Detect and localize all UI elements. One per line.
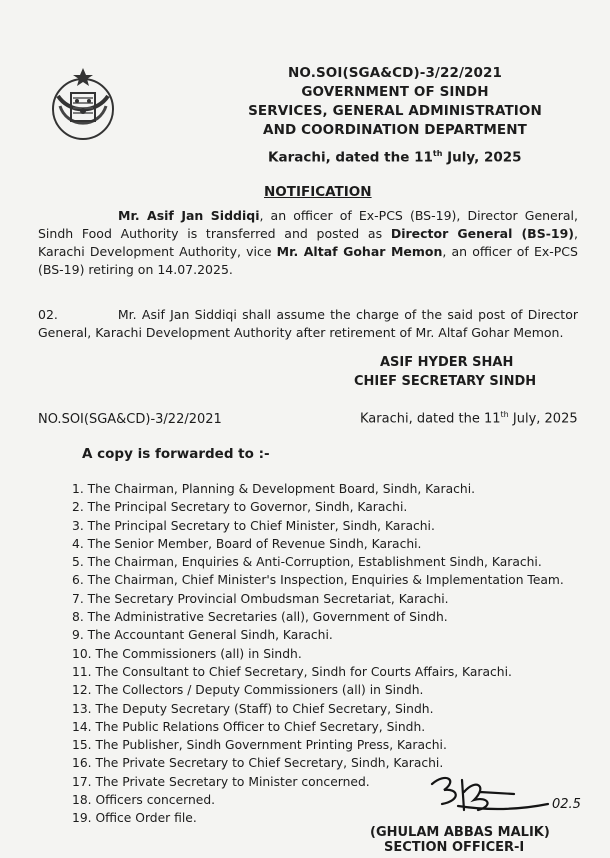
list-item: 17. The Private Secretary to Minister concerned.: [72, 774, 370, 789]
list-item: 10. The Commissioners (all) in Sindh.: [72, 646, 302, 661]
copy-forwarded-heading: A copy is forwarded to :-: [82, 446, 270, 462]
signatory-title: CHIEF SECRETARY SINDH: [354, 374, 537, 389]
list-item: 4. The Senior Member, Board of Revenue Sindh, Karachi.: [72, 536, 422, 551]
list-item: 15. The Publisher, Sindh Government Printing Press, Karachi.: [72, 738, 447, 753]
handwritten-signature: [418, 770, 608, 830]
list-item: 16. The Private Secretary to Chief Secretary, Sindh, Karachi.: [72, 756, 444, 771]
signatory-name: ASIF HYDER SHAH: [380, 355, 514, 370]
list-item: 6. The Chairman, Chief Minister's Inspection, Enquiries & Implementation Team.: [72, 573, 564, 588]
copy-reference-number: NO.SOI(SGA&CD)-3/22/2021: [38, 412, 222, 427]
reference-number: NO.SOI(SGA&CD)-3/22/2021: [288, 65, 502, 81]
list-item: 8. The Administrative Secretaries (all), Government of Sindh.: [72, 610, 448, 625]
list-item: 19. Office Order file.: [72, 811, 197, 826]
section-officer-title: SECTION OFFICER-I: [384, 840, 525, 855]
government-of-sindh-seal-icon: [44, 66, 122, 144]
list-item: 14. The Public Relations Officer to Chief Secretary, Sindh.: [72, 719, 426, 734]
list-item: 11. The Consultant to Chief Secretary, Sindh for Courts Affairs, Karachi.: [72, 664, 512, 679]
list-item: 3. The Principal Secretary to Chief Minister, Sindh, Karachi.: [72, 518, 435, 533]
list-item: 18. Officers concerned.: [72, 793, 216, 808]
paragraph-2: 02. Mr. Asif Jan Siddiqi shall assume the charge of the said post of Director General, Karachi Development Authority after retirement of Mr. Altaf Gohar Memon.: [38, 307, 578, 340]
list-item: 7. The Secretary Provincial Ombudsman Secretariat, Karachi.: [72, 591, 449, 606]
list-item: 13. The Deputy Secretary (Staff) to Chief Secretary, Sindh.: [72, 701, 434, 716]
department-name-line2: AND COORDINATION DEPARTMENT: [263, 122, 527, 138]
list-item: 1. The Chairman, Planning & Development Board, Sindh, Karachi.: [72, 482, 476, 496]
notification-title: NOTIFICATION: [264, 184, 372, 200]
government-name: GOVERNMENT OF SINDH: [301, 84, 489, 100]
section-officer-name: (GHULAM ABBAS MALIK): [370, 825, 550, 840]
paragraph-1: Mr. Asif Jan Siddiqi, an officer of Ex-PCS (BS-19), Director General, Sindh Food Authority is transferred and posted as Director General (BS-19), Karachi Development Authority, vice Mr. Altaf Gohar Memon, an officer of Ex-PCS (BS-19) retiring on 14.07.2025.: [38, 208, 578, 277]
list-item: 5. The Chairman, Enquiries & Anti-Corruption, Establishment Sindh, Karachi.: [72, 555, 542, 570]
list-item: 9. The Accountant General Sindh, Karachi.: [72, 628, 333, 643]
list-item: 2. The Principal Secretary to Governor, Sindh, Karachi.: [72, 500, 408, 515]
svg-text:02.5: 02.5: [552, 797, 581, 812]
list-item: 12. The Collectors / Deputy Commissioners (all) in Sindh.: [72, 683, 424, 698]
department-name-line1: SERVICES, GENERAL ADMINISTRATION: [248, 103, 542, 119]
issue-date: Karachi, dated the 11th July, 2025: [268, 149, 522, 166]
copy-date: Karachi, dated the 11th July, 2025: [360, 410, 578, 427]
